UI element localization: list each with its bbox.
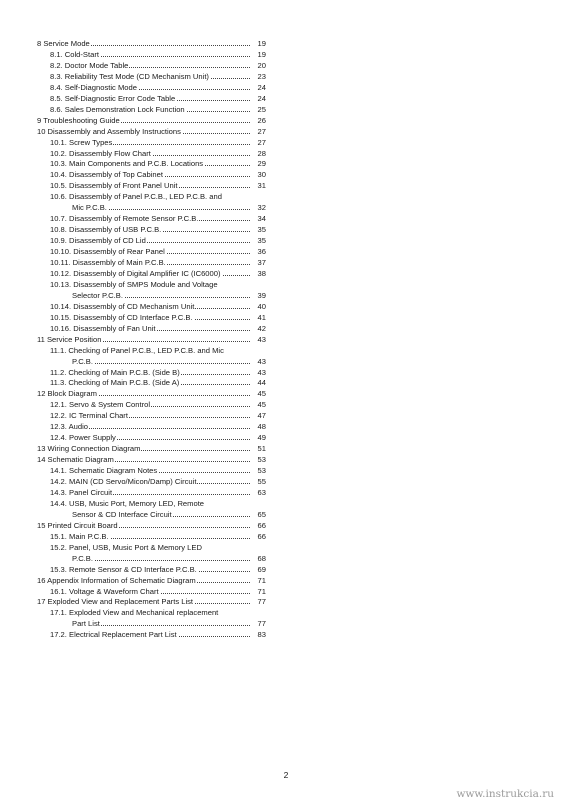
toc-page-number: 39 — [250, 290, 266, 301]
toc-entry-title: 17.1. Exploded View and Mechanical replacement — [50, 608, 219, 618]
toc-subsection-entry — [50, 399, 266, 410]
toc-page-number: 66 — [250, 520, 266, 531]
toc-subsection-entry — [50, 148, 266, 159]
toc-page-number: 41 — [250, 312, 266, 323]
toc-subsection-entry — [50, 180, 266, 191]
toc-subsection-entry — [50, 377, 266, 388]
toc-entry-title: 10.10. Disassembly of Rear Panel — [50, 247, 165, 257]
toc-page-number: 47 — [250, 410, 266, 421]
toc-subsection-entry — [50, 301, 266, 312]
toc-page-number: 51 — [250, 443, 266, 454]
toc-subsection-entry — [50, 93, 266, 104]
toc-section-entry — [37, 334, 266, 345]
toc-section-entry — [37, 126, 266, 137]
toc-subsection-entry — [72, 553, 266, 564]
toc-subsection-entry — [50, 487, 266, 498]
toc-subsection-entry — [50, 60, 266, 71]
toc-page-number: 55 — [250, 476, 266, 487]
toc-subsection-entry — [50, 432, 266, 443]
toc-entry-title: 10.12. Disassembly of Digital Amplifier IC (IC6000) — [50, 268, 221, 278]
toc-entry-title: 10.7. Disassembly of Remote Sensor P.C.B. — [50, 214, 199, 224]
toc-subsection-entry — [50, 246, 266, 257]
toc-page-number: 45 — [250, 388, 266, 399]
toc-entry-title: 15.2. Panel, USB, Music Port & Memory LED — [50, 542, 202, 552]
toc-entry-title: 11.1. Checking of Panel P.C.B., LED P.C.B. and Mic — [50, 345, 224, 355]
toc-page-number: 38 — [250, 268, 266, 279]
toc-entry-title: 10.3. Main Components and P.C.B. Locations — [50, 159, 204, 169]
toc-page-number: 71 — [250, 586, 266, 597]
toc-entry-title: 12.1. Servo & System Control — [50, 400, 151, 410]
toc-subsection-entry — [50, 82, 266, 93]
toc-subsection-entry — [50, 235, 266, 246]
toc-entry-title: 12 Block Diagram — [37, 389, 97, 399]
toc-subsection-entry — [72, 290, 266, 301]
toc-entry-title: 8.5. Self-Diagnostic Error Code Table — [50, 93, 176, 103]
toc-page-number: 43 — [250, 356, 266, 367]
toc-entry-title: 10.5. Disassembly of Front Panel Unit — [50, 181, 178, 191]
toc-entry-title: Selector P.C.B. — [72, 290, 123, 300]
toc-subsection-entry — [50, 607, 266, 618]
toc-entry-title: 10.14. Disassembly of CD Mechanism Unit — [50, 301, 195, 311]
toc-entry-title: 17 Exploded View and Replacement Parts List — [37, 597, 194, 607]
toc-section-entry — [37, 454, 266, 465]
toc-subsection-entry — [50, 421, 266, 432]
toc-entry-title: P.C.B. — [72, 553, 93, 563]
toc-page-number: 43 — [250, 367, 266, 378]
toc-page-number: 25 — [250, 104, 266, 115]
toc-page-number: 32 — [250, 202, 266, 213]
toc-subsection-entry — [50, 476, 266, 487]
toc-page-number: 31 — [250, 180, 266, 191]
toc-page-number: 48 — [250, 421, 266, 432]
toc-page-number: 43 — [250, 334, 266, 345]
toc-subsection-entry — [50, 224, 266, 235]
toc-page-number: 53 — [250, 454, 266, 465]
toc-page-number: 42 — [250, 323, 266, 334]
toc-subsection-entry — [50, 104, 266, 115]
toc-page-number: 26 — [250, 115, 266, 126]
toc-entry-title: 15.1. Main P.C.B. — [50, 531, 109, 541]
toc-page-number: 30 — [250, 169, 266, 180]
toc-page-number: 24 — [250, 82, 266, 93]
toc-entry-title: P.C.B. — [72, 356, 93, 366]
toc-section-entry — [37, 575, 266, 586]
toc-section-entry — [37, 388, 266, 399]
toc-entry-title: 10 Disassembly and Assembly Instructions — [37, 126, 181, 136]
page-number: 2 — [283, 770, 289, 780]
toc-page-number: 66 — [250, 531, 266, 542]
toc-entry-title: 10.11. Disassembly of Main P.C.B. — [50, 258, 166, 267]
toc-entry-title: 10.8. Disassembly of USB P.C.B. — [50, 225, 162, 235]
toc-subsection-entry — [50, 268, 266, 279]
toc-subsection-entry — [50, 629, 266, 640]
toc-subsection-entry — [50, 137, 266, 148]
toc-page-number: 77 — [250, 618, 266, 629]
toc-subsection-entry — [50, 345, 266, 356]
toc-page-number: 53 — [250, 465, 266, 476]
toc-entry-title: 12.4. Power Supply — [50, 433, 116, 443]
toc-entry-title: 8.1. Cold-Start — [50, 49, 99, 59]
toc-entry-title: 8 Service Mode — [37, 39, 90, 48]
toc-entry-title: 14.3. Panel Circuit — [50, 487, 113, 497]
toc-entry-title: 10.2. Disassembly Flow Chart — [50, 148, 151, 158]
toc-section-entry — [37, 115, 266, 126]
toc-section-entry — [37, 596, 266, 607]
toc-subsection-entry — [50, 465, 266, 476]
toc-entry-title: Sensor & CD Interface Circuit — [72, 509, 172, 519]
toc-subsection-entry — [50, 586, 266, 597]
toc-page-number: 71 — [250, 575, 266, 586]
toc-entry-title: 16.1. Voltage & Waveform Chart — [50, 586, 159, 596]
toc-page-number: 27 — [250, 126, 266, 137]
watermark: www.instrukcia.ru — [456, 788, 554, 800]
toc-entry-title: 17.2. Electrical Replacement Part List — [50, 630, 177, 640]
toc-subsection-entry — [72, 618, 266, 629]
toc-page-number: 23 — [250, 71, 266, 82]
toc-entry-title: 10.4. Disassembly of Top Cabinet — [50, 170, 163, 180]
toc-subsection-entry — [50, 213, 266, 224]
toc-page-number: 24 — [250, 93, 266, 104]
toc-entry-title: 12.3. Audio — [50, 422, 89, 432]
dot-leader — [72, 363, 252, 364]
toc-subsection-entry — [50, 531, 266, 542]
toc-entry-title: 14 Schematic Diagram — [37, 455, 114, 465]
toc-subsection-entry — [50, 49, 266, 60]
toc-entry-title: 8.2. Doctor Mode Table — [50, 60, 129, 70]
toc-subsection-entry — [72, 509, 266, 520]
toc-page-number: 65 — [250, 509, 266, 520]
toc-entry-title: 10.1. Screw Types — [50, 137, 113, 147]
toc-page-number: 69 — [250, 564, 266, 575]
toc-section-entry — [37, 520, 266, 531]
toc-section-entry — [37, 443, 266, 454]
toc-section-entry — [37, 38, 266, 49]
toc-entry-title: 10.6. Disassembly of Panel P.C.B., LED P.C.B. and — [50, 192, 222, 202]
toc-entry-title: 9 Troubleshooting Guide — [37, 115, 120, 125]
toc-entry-title: 10.16. Disassembly of Fan Unit — [50, 323, 156, 333]
toc-entry-title: 10.9. Disassembly of CD Lid — [50, 236, 146, 246]
toc-subsection-entry — [50, 410, 266, 421]
toc-entry-title: 15.3. Remote Sensor & CD Interface P.C.B. — [50, 564, 197, 574]
toc-page-number: 83 — [250, 629, 266, 640]
toc-page-number: 28 — [250, 148, 266, 159]
toc-subsection-entry — [72, 202, 266, 213]
toc-entry-title: 10.15. Disassembly of CD Interface P.C.B. — [50, 312, 193, 322]
toc-subsection-entry — [50, 158, 266, 169]
toc-page-number: 77 — [250, 596, 266, 607]
toc-page-number: 37 — [250, 257, 266, 268]
toc-subsection-entry — [72, 356, 266, 367]
toc-page-number: 20 — [250, 60, 266, 71]
toc-page-number: 35 — [250, 235, 266, 246]
toc-entry-title: 13 Wiring Connection Diagram — [37, 444, 141, 454]
toc-subsection-entry — [50, 542, 266, 553]
toc-entry-title: 8.3. Reliability Test Mode (CD Mechanism Unit) — [50, 71, 209, 81]
toc-entry-title: 11 Service Position — [37, 334, 102, 344]
toc-page-number: 44 — [250, 377, 266, 388]
toc-subsection-entry — [50, 498, 266, 509]
toc-entry-title: 16 Appendix Information of Schematic Diagram — [37, 575, 196, 585]
toc-entry-title: 15 Printed Circuit Board — [37, 520, 118, 530]
toc-entry-title: 14.2. MAIN (CD Servo/Micon/Damp) Circuit — [50, 477, 197, 486]
toc-entry-title: 14.4. USB, Music Port, Memory LED, Remote — [50, 498, 205, 508]
toc-entry-title: 8.6. Sales Demonstration Lock Function — [50, 104, 185, 114]
toc-subsection-entry — [50, 191, 266, 202]
toc-page-number: 27 — [250, 137, 266, 148]
toc-page-number: 34 — [250, 213, 266, 224]
toc-subsection-entry — [50, 564, 266, 575]
toc-entry-title: 8.4. Self-Diagnostic Mode — [50, 82, 137, 92]
toc-page-number: 19 — [250, 49, 266, 60]
toc-subsection-entry — [50, 323, 266, 334]
toc-entry-title: Part List — [72, 619, 100, 629]
toc-page-number: 49 — [250, 432, 266, 443]
toc-subsection-entry — [50, 169, 266, 180]
toc-entry-title: 11.3. Checking of Main P.C.B. (Side A) — [50, 378, 180, 388]
toc-subsection-entry — [50, 312, 266, 323]
toc-subsection-entry — [50, 257, 266, 268]
toc-page-number: 40 — [250, 301, 266, 312]
dot-leader — [72, 560, 252, 561]
toc-entry-title: Mic P.C.B. — [72, 203, 107, 213]
toc-entry-title: 11.2. Checking of Main P.C.B. (Side B) — [50, 367, 180, 377]
toc-subsection-entry — [50, 279, 266, 290]
toc-page-number: 19 — [250, 38, 266, 49]
toc-entry-title: 14.1. Schematic Diagram Notes — [50, 466, 158, 476]
toc-subsection-entry — [50, 71, 266, 82]
toc-page-number: 29 — [250, 158, 266, 169]
toc-page-number: 68 — [250, 553, 266, 564]
toc-page-number: 63 — [250, 487, 266, 498]
toc-page-number: 35 — [250, 224, 266, 235]
toc-entry-title: 10.13. Disassembly of SMPS Module and Voltage — [50, 279, 218, 289]
toc-page-number: 36 — [250, 246, 266, 257]
toc-page-number: 45 — [250, 399, 266, 410]
toc-entry-title: 12.2. IC Terminal Chart — [50, 411, 128, 421]
toc-subsection-entry — [50, 367, 266, 378]
